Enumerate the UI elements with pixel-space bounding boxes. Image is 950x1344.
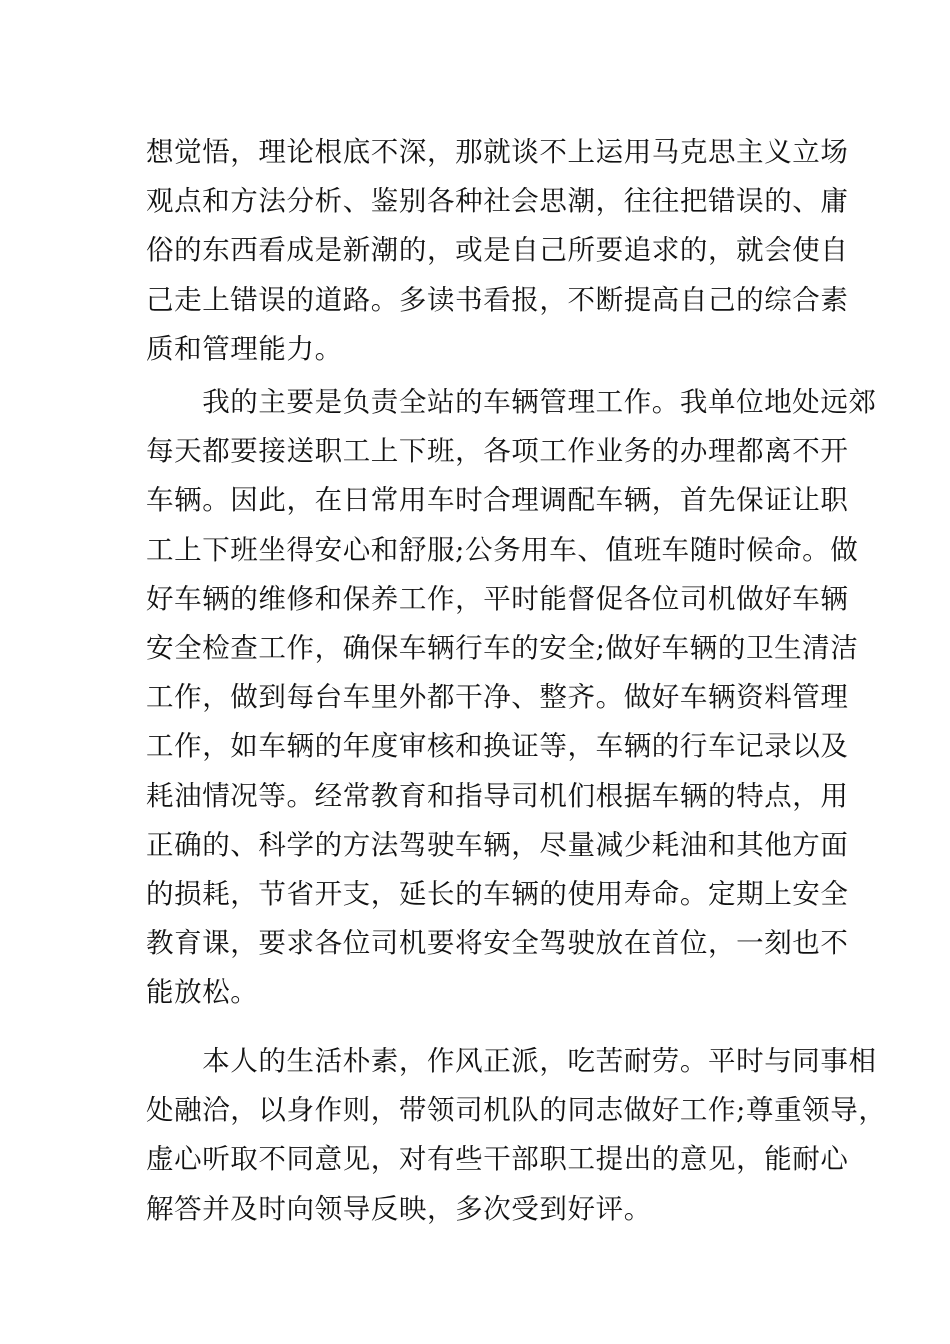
paragraph-line: 想觉悟，理论根底不深，那就谈不上运用马克思主义立场 <box>146 136 849 168</box>
paragraph-line: 安全检查工作，确保车辆行车的安全;做好车辆的卫生清洁 <box>146 632 859 665</box>
paragraph-line: 俗的东西看成是新潮的，或是自己所要追求的，就会使自 <box>146 234 849 267</box>
paragraph-line: 质和管理能力。 <box>146 332 343 365</box>
paragraph-line: 观点和方法分析、鉴别各种社会思潮，往往把错误的、庸 <box>146 185 849 218</box>
paragraph-line: 解答并及时向领导反映，多次受到好评。 <box>146 1192 652 1225</box>
paragraph-line: 处融洽，以身作则，带领司机队的同志做好工作;尊重领导， <box>146 1094 887 1127</box>
paragraph-line: 工上下班坐得安心和舒服;公务用车、值班车随时候命。做 <box>146 533 859 566</box>
paragraph-line: 好车辆的维修和保养工作，平时能督促各位司机做好车辆 <box>146 582 849 615</box>
paragraph-line: 我的主要是负责全站的车辆管理工作。我单位地处远郊 <box>146 386 877 418</box>
paragraph-3 <box>146 1037 887 1234</box>
paragraph-line: 的损耗，节省开支，延长的车辆的使用寿命。定期上安全 <box>146 878 849 911</box>
paragraph-line: 己走上错误的道路。多读书看报，不断提高自己的综合素 <box>146 283 849 316</box>
paragraph-1 <box>146 128 849 374</box>
paragraph-line: 虚心听取不同意见，对有些干部职工提出的意见，能耐心 <box>146 1143 849 1176</box>
paragraph-line: 工作，如车辆的年度审核和换证等，车辆的行车记录以及 <box>146 730 849 763</box>
paragraph-line: 能放松。 <box>146 976 259 1009</box>
paragraph-line: 正确的、科学的方法驾驶车辆，尽量减少耗油和其他方面 <box>146 828 849 861</box>
paragraph-2 <box>146 378 877 1018</box>
paragraph-line: 每天都要接送职工上下班，各项工作业务的办理都离不开 <box>146 435 849 468</box>
paragraph-line: 工作，做到每台车里外都干净、整齐。做好车辆资料管理 <box>146 681 849 714</box>
paragraph-line: 车辆。因此，在日常用车时合理调配车辆，首先保证让职 <box>146 484 849 517</box>
paragraph-line: 耗油情况等。经常教育和指导司机们根据车辆的特点，用 <box>146 779 849 812</box>
paragraph-line: 教育课，要求各位司机要将安全驾驶放在首位，一刻也不 <box>146 927 849 960</box>
paragraph-line: 本人的生活朴素，作风正派，吃苦耐劳。平时与同事相 <box>146 1045 877 1077</box>
